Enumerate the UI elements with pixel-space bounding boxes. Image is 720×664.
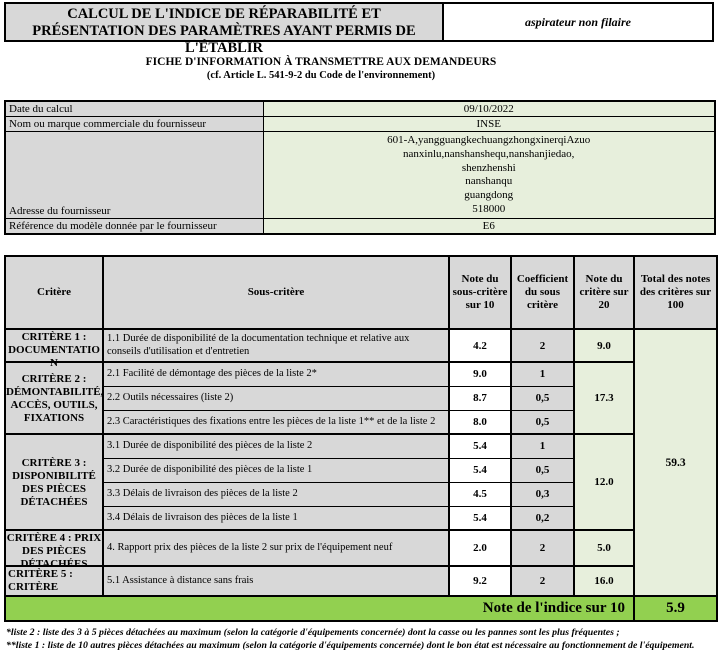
document-title-line3-clipped: L'ÉTABLIR [185, 40, 263, 56]
footnote-liste2: *liste 2 : liste des 3 à 5 pièces détachées au maximum (selon la catégorie d'équipements concernée) dont la casse ou les pannes sont les plus fréquentes ; [6, 627, 620, 638]
subcriterion-label: 2.2 Outils nécessaires (liste 2) [103, 386, 449, 410]
supplier-address-value [263, 132, 715, 219]
date-value: 09/10/2022 [263, 101, 715, 117]
subcriterion-score: 9.0 [449, 362, 511, 386]
subcriterion-coefficient: 1 [511, 434, 574, 458]
subcriterion-score: 2.0 [449, 530, 511, 566]
criteria-table [4, 255, 718, 622]
final-score-value: 5.9 [634, 596, 717, 621]
subcriterion-score: 4.2 [449, 329, 511, 362]
subcriterion-coefficient: 1 [511, 362, 574, 386]
subcriterion-score: 5.4 [449, 458, 511, 482]
subcriterion-score: 8.0 [449, 410, 511, 434]
subcriterion-label: 3.3 Délais de livraison des pièces de la liste 2 [103, 482, 449, 506]
criterion-label-line: ACCÈS, OUTILS, [10, 398, 98, 411]
criterion-label-line: N [50, 357, 58, 369]
header-note-critere: Note du critère sur 20 [574, 256, 634, 329]
criterion-label-line: DES PIÈCES [22, 545, 86, 557]
subcriterion-label: 1.1 Durée de disponibilité de la documentation technique et relative aux conseils d'utilisation et d'entretien [103, 329, 449, 362]
fiche-heading-line1: FICHE D'INFORMATION À TRANSMETTRE AUX DEMANDEURS [145, 56, 497, 68]
criterion-label-line: DES PIÈCES [22, 482, 86, 495]
document-title-line2: PRÉSENTATION DES PARAMÈTRES AYANT PERMIS DE [32, 23, 416, 39]
criterion-3-note20: 12.0 [574, 434, 634, 530]
header-coefficient: Coefficient du sous critère [511, 256, 574, 329]
criterion-3-label [5, 434, 103, 530]
criterion-1-note20: 9.0 [574, 329, 634, 362]
subcriterion-coefficient: 0,5 [511, 386, 574, 410]
subcriterion-score: 9.2 [449, 566, 511, 596]
subcriterion-coefficient: 0,2 [511, 506, 574, 530]
criterion-label-line: CRITÈRE 5 : [8, 568, 73, 580]
criterion-label-line: DISPONIBILITÉ [12, 469, 96, 482]
footnote-liste1: **liste 1 : liste de 10 autres pièces détachées au maximum (selon la catégorie d'équipements concernée) dont le bon état est nécessaire au fonctionnement de l'équipement. [6, 640, 695, 651]
subcriterion-label: 2.1 Facilité de démontage des pièces de la liste 2* [103, 362, 449, 386]
subcriterion-coefficient: 2 [511, 530, 574, 566]
subcriterion-label: 5.1 Assistance à distance sans frais [103, 566, 449, 596]
criterion-label-line: DÉTACHÉES [20, 495, 88, 508]
criteria-table-header-row [5, 256, 717, 329]
subcriterion-score: 8.7 [449, 386, 511, 410]
date-label: Date du calcul [5, 101, 263, 117]
address-line: 518000 [472, 202, 506, 215]
document-header-band [4, 2, 714, 56]
header-note-sous-critere: Note du sous-critère sur 10 [449, 256, 511, 329]
address-line: shenzhenshi [461, 161, 516, 174]
subcriterion-coefficient: 2 [511, 566, 574, 596]
criterion-label-line: DOCUMENTATIO [8, 344, 100, 356]
address-line: nanxinlu,nanshanshequ,nanshanjiedao, [403, 147, 575, 160]
criterion-label-line: CRITÈRE 3 : [21, 456, 87, 469]
criterion-4-note20: 5.0 [574, 530, 634, 566]
subcriterion-label: 2.3 Caractéristiques des fixations entre les pièces de la liste 1** et de la liste 2 [103, 410, 449, 434]
footnotes [6, 626, 708, 652]
criterion-label-line: CRITÈRE 2 : [21, 372, 87, 385]
table-row [5, 362, 717, 386]
criterion-label-line: DÉMONTABILITÉ, [6, 385, 104, 398]
model-reference-label: Référence du modèle donnée par le fournisseur [5, 218, 263, 234]
criterion-4-label [5, 530, 103, 570]
subcriterion-label: 4. Rapport prix des pièces de la liste 2 sur prix de l'équipement neuf [103, 530, 449, 566]
subcriterion-score: 5.4 [449, 434, 511, 458]
total-notes-cell: 59.3 [634, 329, 717, 596]
criterion-2-note20: 17.3 [574, 362, 634, 434]
header-sous-critere: Sous-critère [103, 256, 449, 329]
fiche-heading [0, 55, 642, 82]
table-row [5, 566, 717, 596]
document-title-line1: CALCUL DE L'INDICE DE RÉPARABILITÉ ET [67, 6, 381, 22]
document-title [6, 4, 444, 56]
header-total: Total des notes des critères sur 100 [634, 256, 717, 329]
criterion-label-line: DÉTACHÉES [20, 558, 88, 570]
subcriterion-score: 4.5 [449, 482, 511, 506]
subcriterion-label: 3.1 Durée de disponibilité des pièces de la liste 2 [103, 434, 449, 458]
product-type-cell: aspirateur non filaire [524, 14, 632, 29]
subcriterion-coefficient: 2 [511, 329, 574, 362]
subcriterion-label: 3.2 Durée de disponibilité des pièces de la liste 1 [103, 458, 449, 482]
table-row [5, 530, 717, 566]
criterion-label-line: CRITÈRE 4 : PRIX [6, 532, 102, 544]
criterion-2-label [5, 362, 103, 434]
final-score-row [5, 596, 717, 621]
fiche-heading-line2: (cf. Article L. 541-9-2 du Code de l'environnement) [206, 70, 436, 81]
table-row [5, 329, 717, 362]
subcriterion-coefficient: 0,5 [511, 410, 574, 434]
supplier-info-table [4, 100, 716, 235]
criterion-1-label [5, 329, 103, 369]
model-reference-value: E6 [263, 218, 715, 234]
table-row [5, 101, 715, 117]
final-score-label: Note de l'indice sur 10 [5, 596, 634, 621]
table-row [5, 218, 715, 234]
address-line: guangdong [464, 189, 514, 202]
table-row [5, 132, 715, 219]
table-row [5, 117, 715, 132]
table-row [5, 434, 717, 458]
subcriterion-coefficient: 0,5 [511, 458, 574, 482]
address-line: 601-A,yangguangkechuangzhongxinerqiAzuo [387, 134, 591, 146]
subcriterion-score: 5.4 [449, 506, 511, 530]
supplier-address-label: Adresse du fournisseur [5, 132, 263, 219]
criterion-label-line: FIXATIONS [23, 411, 85, 424]
criterion-label-line: CRITÈRE 1 : [21, 331, 87, 343]
criterion-5-label [5, 566, 103, 596]
supplier-name-value: INSE [263, 117, 715, 132]
address-line: nanshanqu [465, 175, 513, 188]
supplier-name-label: Nom ou marque commerciale du fournisseur [5, 117, 263, 132]
criterion-label-line: CRITÈRE [8, 581, 59, 593]
subcriterion-label: 3.4 Délais de livraison des pièces de la liste 1 [103, 506, 449, 530]
header-critere: Critère [5, 256, 103, 329]
subcriterion-coefficient: 0,3 [511, 482, 574, 506]
criterion-5-note20: 16.0 [574, 566, 634, 596]
